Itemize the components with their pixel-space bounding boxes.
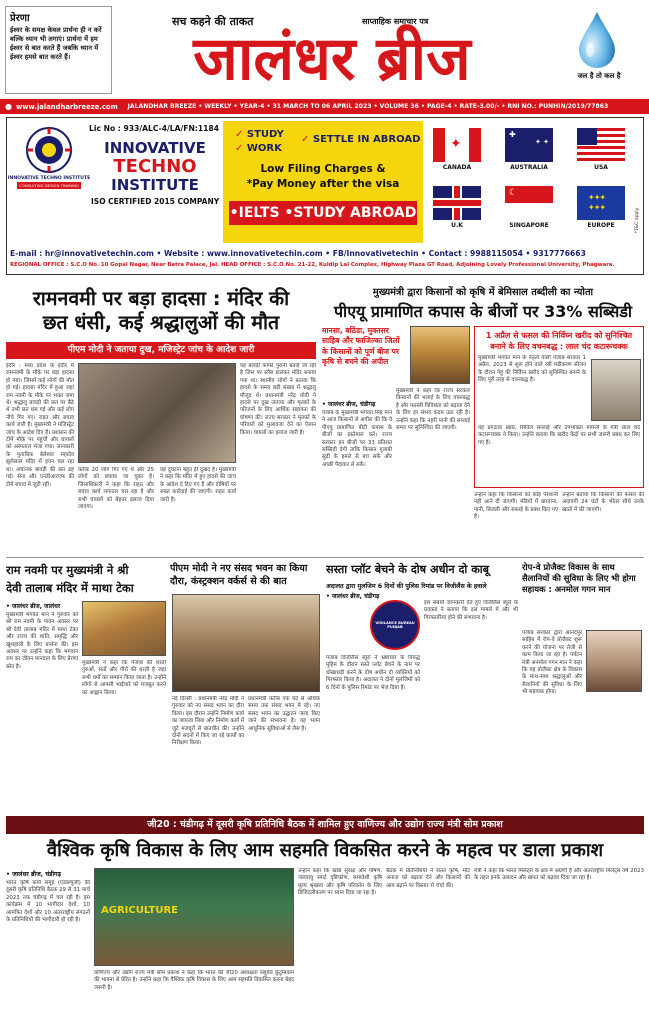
a4-headline: पीएम मोदी ने नए संसद भवन का किया दौरा, कंस्ट्रक्शन वर्कर्स से की बात (170, 563, 308, 587)
a2-col-b: मुख्यमंत्री ने कहा कि राज्य सरकार किसानों की भलाई के लिए वचनबद्ध है और फसली विविधता को बढ़ावा देने के लिए हर संभव कदम उठा रही है। उन्होंने कहा कि नहरी पानी की सप्लाई समय पर सुनिश्चित की जाएगी। (396, 388, 470, 432)
g20-col-2: वाणिज्य और उद्योग राज्य मंत्री सोम प्रकाश ने कहा कि भारत की जी20 अध्यक्षता वसुधैव कुटुम्बकम की भावना से प्रेरित है। उन्होंने कहा कि वैश्विक कृषि विकास के लिए आम सहमति विकसित करना बेहद जरूरी है। (94, 970, 294, 991)
a2-col-c: उन्होंने कहा कि किसानों को कोई परेशानी नहीं आने दी जाएगी। मंडियों में बारदाना, पानी, बिजली और सफाई के प्रबंध किए गए हैं। (474, 492, 558, 521)
ad-logo (7, 126, 91, 206)
issue-bar (0, 99, 649, 114)
prerna-title: प्रेरणा (10, 13, 30, 24)
flag-label-europe: EUROPE (587, 222, 615, 229)
institute-name-3: INSTITUTE (111, 176, 199, 194)
a2-kicker: मुख्यमंत्री द्वारा किसानों को कृषि में बेमिसाल तब्दीली का न्योता (372, 287, 594, 298)
website-link[interactable]: www.jalandharbreeze.com (15, 102, 118, 111)
a4-col-2: प्रधानमंत्री करीब एक घंटे से अधिक समय तक संसद भवन में रहे। नए संसद भवन का उद्घाटन जल्द किए जाने की संभावना है। यह भवन आधुनिक सुविधाओं से लैस है। (248, 696, 320, 732)
institute-name (91, 140, 219, 206)
flag-label-uk: U.K (451, 222, 463, 229)
flag-label-canada: CANADA (442, 164, 472, 171)
masthead-title: जालंधर ब्रीज (193, 24, 471, 94)
divider (6, 557, 644, 558)
check-icon: ✓ (301, 134, 310, 145)
g20-col-5: मंत्री ने कहा कि भारत मिलेट्स के क्षेत्र में अग्रणी है और अंतरराष्ट्रीय मिलेट्स वर्ष 2023 के तहत इनके उत्पादन और खपत को बढ़ावा दिया जा रहा है। (474, 868, 644, 882)
g20-byline: • जालंधर ब्रीज, चंडीगढ़ (6, 871, 62, 878)
a3-col-1: मुख्यमंत्री भगवंत मान ने गुरुवार को श्री राम नवमी के पावन अवसर पर श्री देवी तालाब मंदिर में माथा टेका और राज्य की शांति, समृद्धि और खुशहाली के लिए प्रार्थना की। इस अवसर पर उन्होंने कहा कि भगवान राम का जीवन मानवता के लिए प्रेरणा स्रोत है। (6, 612, 78, 670)
logo-sub: CONSULTING DESIGN TRAINING (19, 183, 79, 188)
ad-offer-panel (223, 121, 423, 243)
check-icon: ✓ (235, 143, 244, 154)
license-number: Lic No : 933/ALC-4/LA/FN:1184 (89, 124, 219, 133)
flags-grid (429, 124, 629, 240)
uk-flag-icon (433, 186, 481, 220)
g20-photo-label: AGRICULTURE (101, 905, 179, 916)
vigilance-logo-text: VIGILANCE BUREAU PUNJAB (375, 621, 415, 629)
a2-side-headline: मानसा, बठिंडा, मुक्तसर साहिब और फाजिल्का जिलों के किसानों को पूर्ण बीज पर कृषि से बचने की अपील (322, 326, 400, 367)
g20-headline: वैश्विक कृषि विकास के लिए आम सहमति विकसित करने के महत्व पर डाला प्रकाश (46, 840, 604, 861)
a2-box-text: मुख्यमंत्री भगवंत मान के नेतृत्व वाली पंजाब सरकार 1 अप्रैल, 2023 से शुरू होने वाले रबी मंडीकरण सीजन के दौरान गेहूं की निर्विघ्न खरीद को सुनिश्चित बनाने के लिए पूरी तरह से वचनबद्ध है। (478, 355, 586, 384)
a3-col-2: मुख्यमंत्री ने कहा कि पंजाब की धरती गुरुओं, संतों और पीरों की धरती है जहां सभी धर्मों का सम्मान किया जाता है। उन्होंने लोगों से आपसी भाईचारे को मजबूत करने का आह्वान किया। (82, 660, 166, 696)
canada-flag-icon: ✦ (433, 128, 481, 162)
globe-icon: ● (5, 102, 12, 111)
institute-logo-icon (19, 126, 79, 174)
a6-photo-minister (586, 630, 642, 692)
a4-col-1: नई दिल्ली : प्रधानमंत्री नरेंद्र मोदी ने गुरुवार को नए संसद भवन का दौरा किया। इस दौरान उन्होंने निर्माण कार्य का जायजा लिया और निर्माण कार्य में जुटे मजदूरों से बातचीत की। उन्होंने दोनों सदनों में किए जा रहे कार्यों का निरीक्षण किया। (172, 696, 244, 747)
a1-col-1: इंदौर : मध्य प्रदेश के इंदौर में रामनवमी के मौके पर बड़ा हादसा हो गया। जिसमें कई लोगों की मौत हो गई। हादसा मंदिर में हुआ जहां राम नवमी के मौके पर भक्त जमा थे। श्रद्धालु बावड़ी की छत पर बैठे थे तभी छत धंस गई और कई लोग नीचे गिर गए। राहत और बचाव कार्य जारी है। मुख्यमंत्री ने मजिस्ट्रेट जांच के आदेश दिए हैं। प्रशासन की टीमें मौके पर पहुंचीं और घायलों को अस्पताल भेजा गया। जानकारी के मुताबिक बेलेश्वर महादेव झूलेलाल मंदिर में हवन चल रहा था। अचानक बावड़ी की छत ढह गई। सेना और एनडीआरएफ की टीमें बचाव में जुटी रहीं। (6, 363, 74, 488)
issue-line: JALANDHAR BREEZE • WEEKLY • YEAR-4 • 31 MARCH TO 06 APRIL 2023 • VOLUME 36 • PAGE-4 • RATE-3.00/- • RNI NO.: PUNHIN/2019/77863 (127, 103, 609, 110)
settle-label: ✓ SETTLE IN ABROAD (301, 134, 421, 145)
logo-name: INNOVATIVE TECHNO INSTITUTE (7, 176, 91, 181)
a1-photo-temple-collapse (78, 363, 236, 463)
a5-subhead: अदालत द्वारा मुलजिम 6 दिनों की पुलिस रिमांड पर विजीलैंस के हवाले (326, 583, 487, 590)
a4-photo-parliament (172, 594, 320, 692)
g20-photo-meeting (94, 868, 294, 966)
g20-col-1: भारत कृषि कार्य समूह (एडब्ल्यूजी) की दूसरी कृषि प्रतिनिधि बैठक 29 से 31 मार्च 2023 तक चंडीगढ़ में चल रही है। इस कार्यक्रम में 10 भागीदार देशों, 10 आमंत्रित देशों और 10 अंतरराष्ट्रीय संगठनों के प्रतिनिधियों की भागीदारी हो रही है। (6, 880, 90, 924)
a2-box-title: 1 अप्रैल से फसल की निर्विघ्न खरीद को सुनिश्चित बनाने के लिए वचनबद्ध : लाल चंद कटारूचक्क (485, 331, 633, 351)
work-label: ✓ WORK (235, 143, 282, 154)
a5-byline: • जालंधर ब्रीज, चंडीगढ़ (326, 593, 380, 600)
a2-photo-cm (410, 326, 470, 384)
check-icon: ✓ (235, 129, 244, 140)
a3-byline: • जालंधर ब्रीज, जालंधर (6, 603, 61, 610)
a1-col-2: यह बावड़ी काफी पुरानी बताई जा रही है जिस पर स्लैब डालकर मंदिर बनाया गया था। स्थानीय लोगों ने बताया कि हादसे के समय बड़ी संख्या में श्रद्धालु मौजूद थे। प्रधानमंत्री नरेंद्र मोदी ने हादसे पर दुख जताया और मृतकों के परिजनों के लिए आर्थिक सहायता की घोषणा की। राज्य सरकार ने मृतकों के परिवारों को मुआवजा देने का ऐलान किया। घायलों का इलाज जारी है। (240, 363, 316, 436)
water-drop-icon (575, 10, 619, 74)
low-charges: Low Filing Charges & (260, 163, 386, 175)
institute-name-1: INNOVATIVE (104, 139, 206, 157)
a5-headline: सस्ता प्लॉट बेचने के दोष अधीन दो काबू (326, 563, 490, 576)
australia-flag-icon: ✚ ✦ ✦ (505, 128, 553, 162)
a6-headline: रोप-वे प्रोजैक्ट विकास के साथ सैलानियों की सुविधा के लिए भी होगा सहायक : अनमोल गगन मान (522, 562, 636, 594)
a3-headline-1: राम नवमी पर मुख्यमंत्री ने श्री (6, 563, 129, 577)
pay-after: *Pay Money after the visa (246, 178, 400, 190)
a1-headline-2: छत धंसी, कई श्रद्धालुओं की मौत (42, 311, 280, 334)
a5-col-2: इस संबंधी जानकारी देते हुए विजीलैंस ब्यूरो के प्रवक्ता ने बताया कि इस मामले में और भी गिरफ्तारियां होने की संभावना है। (424, 600, 518, 621)
a2-col-a: पंजाब के मुख्यमंत्री भगवंत सिंह मान ने आज किसानों से अपील की कि वे पीएयू प्रामाणित बीटी कपास के बीजों का इस्तेमाल करें। राज्य सरकार इन बीजों पर 33 प्रतिशत सब्सिडी देगी ताकि किसान गुलाबी सुंडी के हमले से बच सकें और अच्छी पैदावार ले सकें। (322, 410, 392, 468)
a2-photo-minister (591, 359, 641, 421)
iso-line: ISO CERTIFIED 2015 COMPANY (91, 197, 220, 206)
a1-headline-1: रामनवमी पर बड़ा हादसा : मंदिर की (32, 287, 290, 310)
flag-label-singapore: SINGAPORE (509, 222, 549, 229)
a6-col-1: पंजाब सरकार द्वारा आनंदपुर साहिब में रोप-वे प्रोजैक्ट शुरू करने की योजना पर तेजी से काम किया जा रहा है। पर्यटन मंत्री अनमोल गगन मान ने कहा कि यह प्रोजैक्ट क्षेत्र के विकास के साथ-साथ श्रद्धालुओं और सैलानियों की सुविधा के लिए भी सहायक होगा। (522, 630, 582, 696)
a2-byline: • जालंधर ब्रीज, चंडीगढ़ (322, 401, 376, 408)
singapore-flag-icon: ☾ (505, 186, 553, 220)
prerna-text: ईश्वर के समक्ष केवल प्रार्थना ही न करें बल्कि ध्यान भी लगाएं। प्रार्थना में हम ईश्वर से बात करते हैं जबकि ध्यान में ईश्वर हमसे बात करते हैं। (10, 26, 102, 61)
a1-col-3: करीब 20 लोग गिर गए थे और 25 लोगों को बचाया जा चुका है। जिलाधिकारी ने कहा कि राहत और बचाव कार्य लगातार चल रहा है और सभी घायलों को बेहतर इलाज दिया जाएगा। (78, 467, 154, 511)
ielts-banner: •IELTS •STUDY ABROAD (229, 201, 417, 225)
a2-col-d: उन्होंने बताया कि किसानों की फसल की अदायगी 24 घंटों के भीतर सीधे उनके खातों में की जाएगी। (562, 492, 644, 513)
europe-flag-icon: ✦✦✦ ✦✦✦ (577, 186, 625, 220)
ad-banner (6, 117, 644, 275)
a2-side-box (474, 326, 644, 488)
flag-label-australia: AUSTRALIA (510, 164, 548, 171)
study-label: ✓ STUDY (235, 129, 284, 140)
a3-photo-temple-visit (82, 601, 166, 656)
drop-caption: जल है तो कल है (577, 72, 621, 80)
g20-col-4: बैठक में प्रतिनिधियों ने सतत कृषि, मोटे अनाज को बढ़ावा देने और किसानों की आय बढ़ाने पर विस्तार से चर्चा की। (386, 868, 470, 889)
usa-flag-icon (577, 128, 625, 162)
a1-col-4: यह दुर्घटना बहुत ही दुखद है। मुख्यमंत्री ने कहा कि मंदिर में हुए हादसे की जांच के आदेश दे दिए गए हैं और दोषियों पर सख्त कार्रवाई की जाएगी। राहत कार्य जारी है। (160, 467, 236, 503)
a5-col-1: पंजाब विजीलैंस ब्यूरो ने भ्रष्टाचार के विरुद्ध मुहिम के दौरान सस्ते प्लॉट बेचने के नाम पर धोखाधड़ी करने के दोष अधीन दो व्यक्तियों को गिरफ्तार किया है। अदालत ने दोनों मुलजिमों को 6 दिनों के पुलिस रिमांड पर भेज दिया है। (326, 655, 420, 691)
institute-name-2: TECHNO (113, 156, 197, 177)
a2-box-text-2: यह प्रगटावा खाद्य, सिविल सप्लाई और उपभोक्ता मामलों के मंत्री लाल चंद कटारूचक्क ने किया। उन्होंने बताया कि खरीद केंद्रों पर सभी जरूरी प्रबंध कर लिए गए हैं। (478, 425, 640, 446)
ad-contact-line: E-mail : hr@innovativetechin.com • Website : www.innovativetechin.com • FB/Innovativetechin • Contact : 9988115054 • 9317776663 (10, 249, 586, 258)
ad-office-line: REGIONAL OFFICE : S.C.O No. 10 Gopal Nagar, Near Batra Palace, Jal. HEAD OFFICE : S.C.O No. 21-22, Kuldip Lal Complex, Highway Plaza GT Road, Adjoining Lovely Professional University, Phagwara. (10, 262, 615, 268)
tc-note: *T&C apply (635, 207, 641, 234)
flag-label-usa: USA (594, 164, 608, 171)
a2-headline: पीएयू प्रामाणित कपास के बीजों पर 33% सब्सिडी (333, 302, 633, 321)
g20-banner: जी20 : चंडीगढ़ में दूसरी कृषि प्रतिनिधि बैठक में शामिल हुए वाणिज्य और उद्योग राज्य मंत्री सोम प्रकाश (6, 816, 644, 834)
a1-subhead: पीएम मोदी ने जताया दुख, मजिस्ट्रेट जांच के आदेश जारी (6, 342, 316, 359)
tagline-right: साप्ताहिक समाचार पत्र (362, 17, 429, 26)
a3-headline-2: देवी तालाब मंदिर में माथा टेका (6, 581, 134, 595)
prerna-box (5, 6, 112, 94)
vigilance-logo (370, 600, 420, 650)
g20-col-3: उन्होंने कहा कि खाद्य सुरक्षा और पोषण, जलवायु स्मार्ट दृष्टिकोण, समावेशी कृषि मूल्य श्रृंखला और कृषि परिवर्तन के लिए डिजिटलीकरण पर ध्यान दिया जा रहा है। (298, 868, 382, 897)
tagline-left: सच कहने की ताकत (172, 15, 254, 28)
